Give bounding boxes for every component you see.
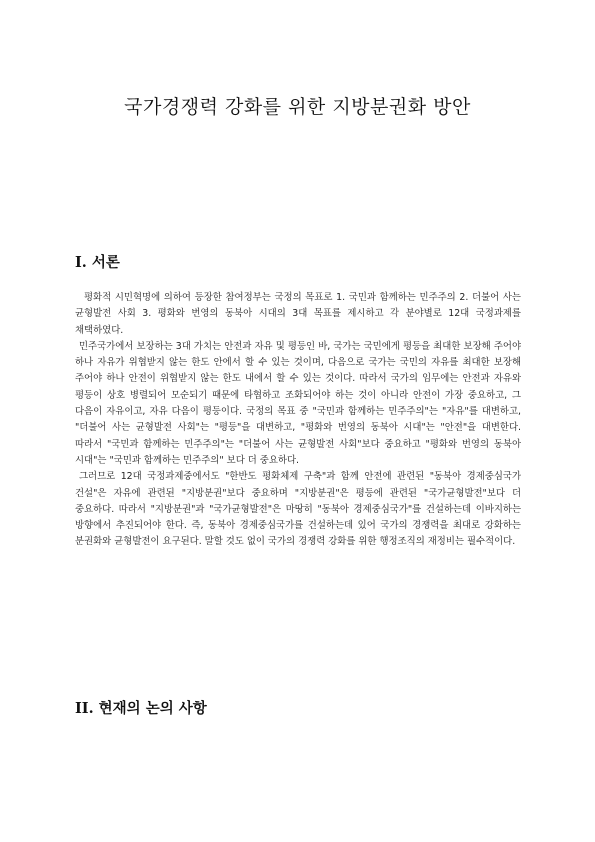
paragraph: 민주국가에서 보장하는 3대 가치는 안전과 자유 및 평등인 바, 국가는 국민에게 평등을 최대한 보장해 주어야 하나 자유가 위협받지 않는 한도 안에서 할 수 있는 것이며, 다음으로 국가는 국민의 자유를 최대한 보장해 주어야 하나 안전이 위협받지 않는 한도 내에서 할 수 있는 것이다. 따라서 국가의 임무에는 안전과 자유와 평등이 상호 병렬되어 모순되기 때문에 타협하고 조화되어야 하는 것이 아니라 안전이 가장 중요하고, 그 다음이 자유이고, 자유 다음이 평등이다. 국정의 목표 중 "국민과 함께하는 민주주의"는 "자유"를 대변하고, "더불어 사는 균형발전 사회"는 "평등"을 대변하고, "평화와 번영의 동북아 시대"는 "안전"을 대변한다. 따라서 "국민과 함께하는 민주주의"는 "더불어 사는 균형발전 사회"보다 중요하고 "평화와 번영의 동북아 시대"는 "국민과 함께하는 민주주의" 보다 더 중요하다. [75, 340, 521, 466]
introduction-body [75, 290, 521, 551]
paragraph: 그러므로 12대 국정과제중에서도 "한반도 평화체제 구축"과 함께 안전에 관련된 "동북아 경제중심국가 건설"은 자유에 관련된 "지방분권"보다 중요하며 "지방분권"은 평등에 관련된 "국가균형발전"보다 더 중요하다. 따라서 "지방분권"과 "국가균형발전"은 마땅히 "동북아 경제중심국가"를 건설하는데 이바지하는 방향에서 추진되어야 한다. 즉, 동북아 경제중심국가를 건설하는데 있어 국가의 경쟁력을 최대로 강화하는 분권화와 균형발전이 요구된다. 말할 것도 없이 국가의 경쟁력 강화를 위한 행정조직의 재정비는 필수적이다. [75, 471, 521, 548]
page-title: 국가경쟁력 강화를 위한 지방분권화 방안 [124, 96, 471, 118]
paragraph: 평화적 시민혁명에 의하여 등장한 참여정부는 국정의 목표로 1. 국민과 함께하는 민주주의 2. 더불어 사는 균형발전 사회 3. 평화와 번영의 동북아 시대의 3대 목표를 제시하고 각 분야별로 12대 국정과제를 채택하였다. [75, 292, 521, 336]
section-heading-introduction: I. 서론 [75, 254, 120, 271]
section-heading-current-discussion: II. 현재의 논의 사항 [75, 700, 207, 717]
